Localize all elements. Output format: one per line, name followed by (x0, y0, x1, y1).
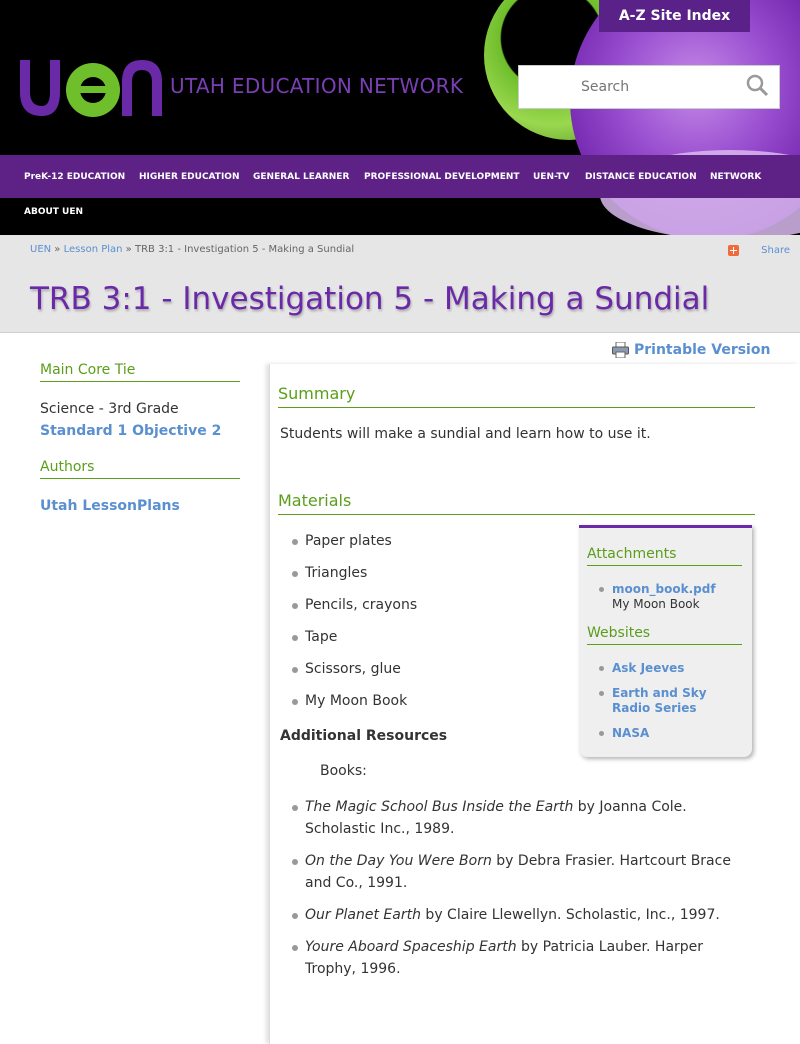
nav-item-prek12[interactable]: PreK-12 EDUCATION (24, 171, 126, 182)
breadcrumb-separator: » (122, 244, 135, 255)
main-nav (0, 155, 800, 198)
summary-text: Students will make a sundial and learn how to use it. (280, 426, 651, 442)
nav-item-general-learner[interactable]: GENERAL LEARNER (253, 171, 350, 182)
book-title: On the Day You Were Born (305, 853, 492, 869)
material-item: Triangles (292, 562, 367, 584)
printer-icon[interactable] (612, 342, 629, 358)
authors-heading: Authors (40, 459, 240, 479)
website-link[interactable]: NASA (612, 726, 650, 740)
book-title: Youre Aboard Spaceship Earth (305, 939, 517, 955)
book-item: Youre Aboard Spaceship Earth by Patricia Lauber. Harper Trophy, 1996. (292, 936, 742, 980)
search-input[interactable] (519, 66, 739, 108)
share-label[interactable]: Share (761, 245, 790, 256)
nav-item-distance-education[interactable]: DISTANCE EDUCATION (585, 171, 697, 182)
book-item: Our Planet Earth by Claire Llewellyn. Scholastic, Inc., 1997. (292, 904, 742, 926)
materials-heading: Materials (278, 491, 755, 515)
breadcrumb-separator: » (51, 244, 64, 255)
nav-item-about-uen[interactable]: ABOUT UEN (24, 207, 84, 217)
uen-logo[interactable] (20, 52, 162, 120)
printable-version-link[interactable] (612, 342, 770, 358)
attachment-item (612, 582, 716, 612)
book-title: The Magic School Bus Inside the Earth (305, 799, 574, 815)
attachments-box (579, 525, 752, 757)
book-item: On the Day You Were Born by Debra Frasier. Hartcourt Brace and Co., 1991. (292, 850, 742, 894)
website-link[interactable]: Ask Jeeves (612, 661, 685, 675)
site-name[interactable]: UTAH EDUCATION NETWORK (170, 74, 464, 98)
share-button[interactable] (728, 245, 790, 256)
site-header (0, 0, 800, 235)
printable-version-label[interactable]: Printable Version (634, 342, 771, 358)
breadcrumb-lesson-plan-link[interactable]: Lesson Plan (63, 244, 123, 255)
attachment-link[interactable]: moon_book.pdf (612, 582, 716, 596)
book-title: Our Planet Earth (305, 907, 421, 923)
material-item: My Moon Book (292, 690, 407, 712)
breadcrumb-home-link[interactable]: UEN (30, 244, 52, 255)
title-band (0, 235, 800, 333)
core-subject: Science - 3rd Grade (40, 401, 179, 417)
standard-objective-link[interactable]: Standard 1 Objective 2 (40, 423, 222, 439)
nav-item-network[interactable]: NETWORK (710, 171, 762, 182)
nav-item-professional-development[interactable]: PROFESSIONAL DEVELOPMENT (364, 171, 520, 182)
search-box (518, 65, 780, 109)
nav-item-higher-education[interactable]: HIGHER EDUCATION (139, 171, 240, 182)
nav-item-uen-tv[interactable]: UEN-TV (533, 171, 570, 182)
attachment-description: My Moon Book (612, 597, 700, 611)
search-icon[interactable] (745, 73, 769, 97)
az-site-index-button[interactable]: A-Z Site Index (599, 0, 750, 32)
books-label: Books: (320, 763, 367, 779)
material-item: Tape (292, 626, 337, 648)
breadcrumb (30, 244, 354, 255)
websites-heading: Websites (587, 625, 742, 645)
page-title: TRB 3:1 - Investigation 5 - Making a Sundial (30, 281, 710, 317)
website-item (612, 661, 684, 676)
website-item (612, 686, 732, 716)
website-link[interactable]: Earth and Sky Radio Series (612, 686, 707, 715)
share-plus-icon[interactable] (728, 245, 739, 256)
book-item: The Magic School Bus Inside the Earth by Joanna Cole. Scholastic Inc., 1989. (292, 796, 742, 840)
main-core-tie-heading: Main Core Tie (40, 362, 240, 382)
additional-resources-heading: Additional Resources (280, 728, 448, 744)
material-item: Paper plates (292, 530, 392, 552)
website-item (612, 726, 649, 741)
material-item: Scissors, glue (292, 658, 401, 680)
material-item: Pencils, crayons (292, 594, 417, 616)
breadcrumb-current: TRB 3:1 - Investigation 5 - Making a Sundial (134, 244, 355, 255)
attachments-heading: Attachments (587, 546, 742, 566)
author-link[interactable]: Utah LessonPlans (40, 498, 180, 514)
summary-heading: Summary (278, 384, 755, 408)
